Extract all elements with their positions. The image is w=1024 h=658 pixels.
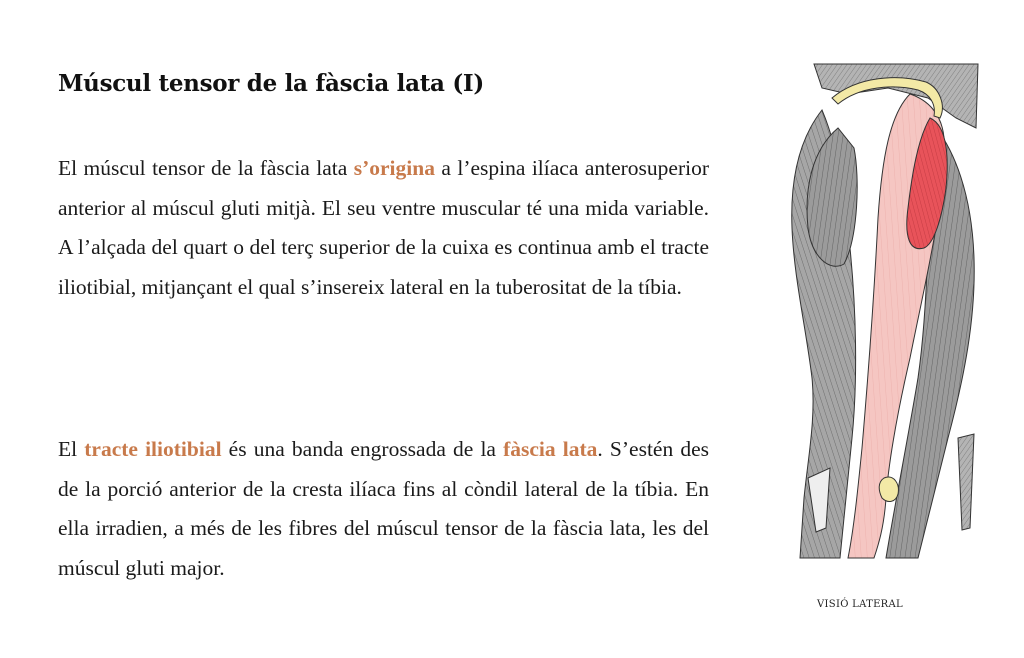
paragraph-origin-text-before: El múscul tensor de la fàscia lata [58,156,354,180]
paragraph-iliotibial-tract [58,430,709,588]
term-origina-link[interactable]: s’origina [353,156,435,180]
paragraph-origin [58,149,709,307]
term-fascia-lata-link[interactable]: fàscia lata [503,437,598,461]
page-title: Múscul tensor de la fàscia lata (I) [58,70,484,97]
paragraph-tract-text-before: El [58,437,85,461]
paragraph-tract-text-after: . S’estén des de la porció anterior de la cresta ilíaca fins al còndil lateral de la tíbia. En ella irradien, a més de les fibres del múscul tensor de la fàscia lata, les del múscul gluti major. [58,437,710,580]
patella-shape [879,477,898,501]
paragraph-tract-text-middle: és una banda engrossada de la [221,437,504,461]
thigh-muscle-illustration [778,58,984,562]
paragraph-origin-text-after: a l’espina ilíaca anterosuperior anterior al múscul gluti mitjà. El seu ventre muscular té una mida variable. A l’alçada del quart o del terç superior de la cuixa es continua amb el tracte iliotibial, mitjançant el qual s’insereix lateral en la tuberositat de la tíbia. [58,156,709,299]
tendon-shape-right [958,434,974,530]
illustration-caption: VISIÓ LATERAL [817,599,903,610]
term-tracte-iliotibial-link[interactable]: tracte iliotibial [84,437,222,461]
